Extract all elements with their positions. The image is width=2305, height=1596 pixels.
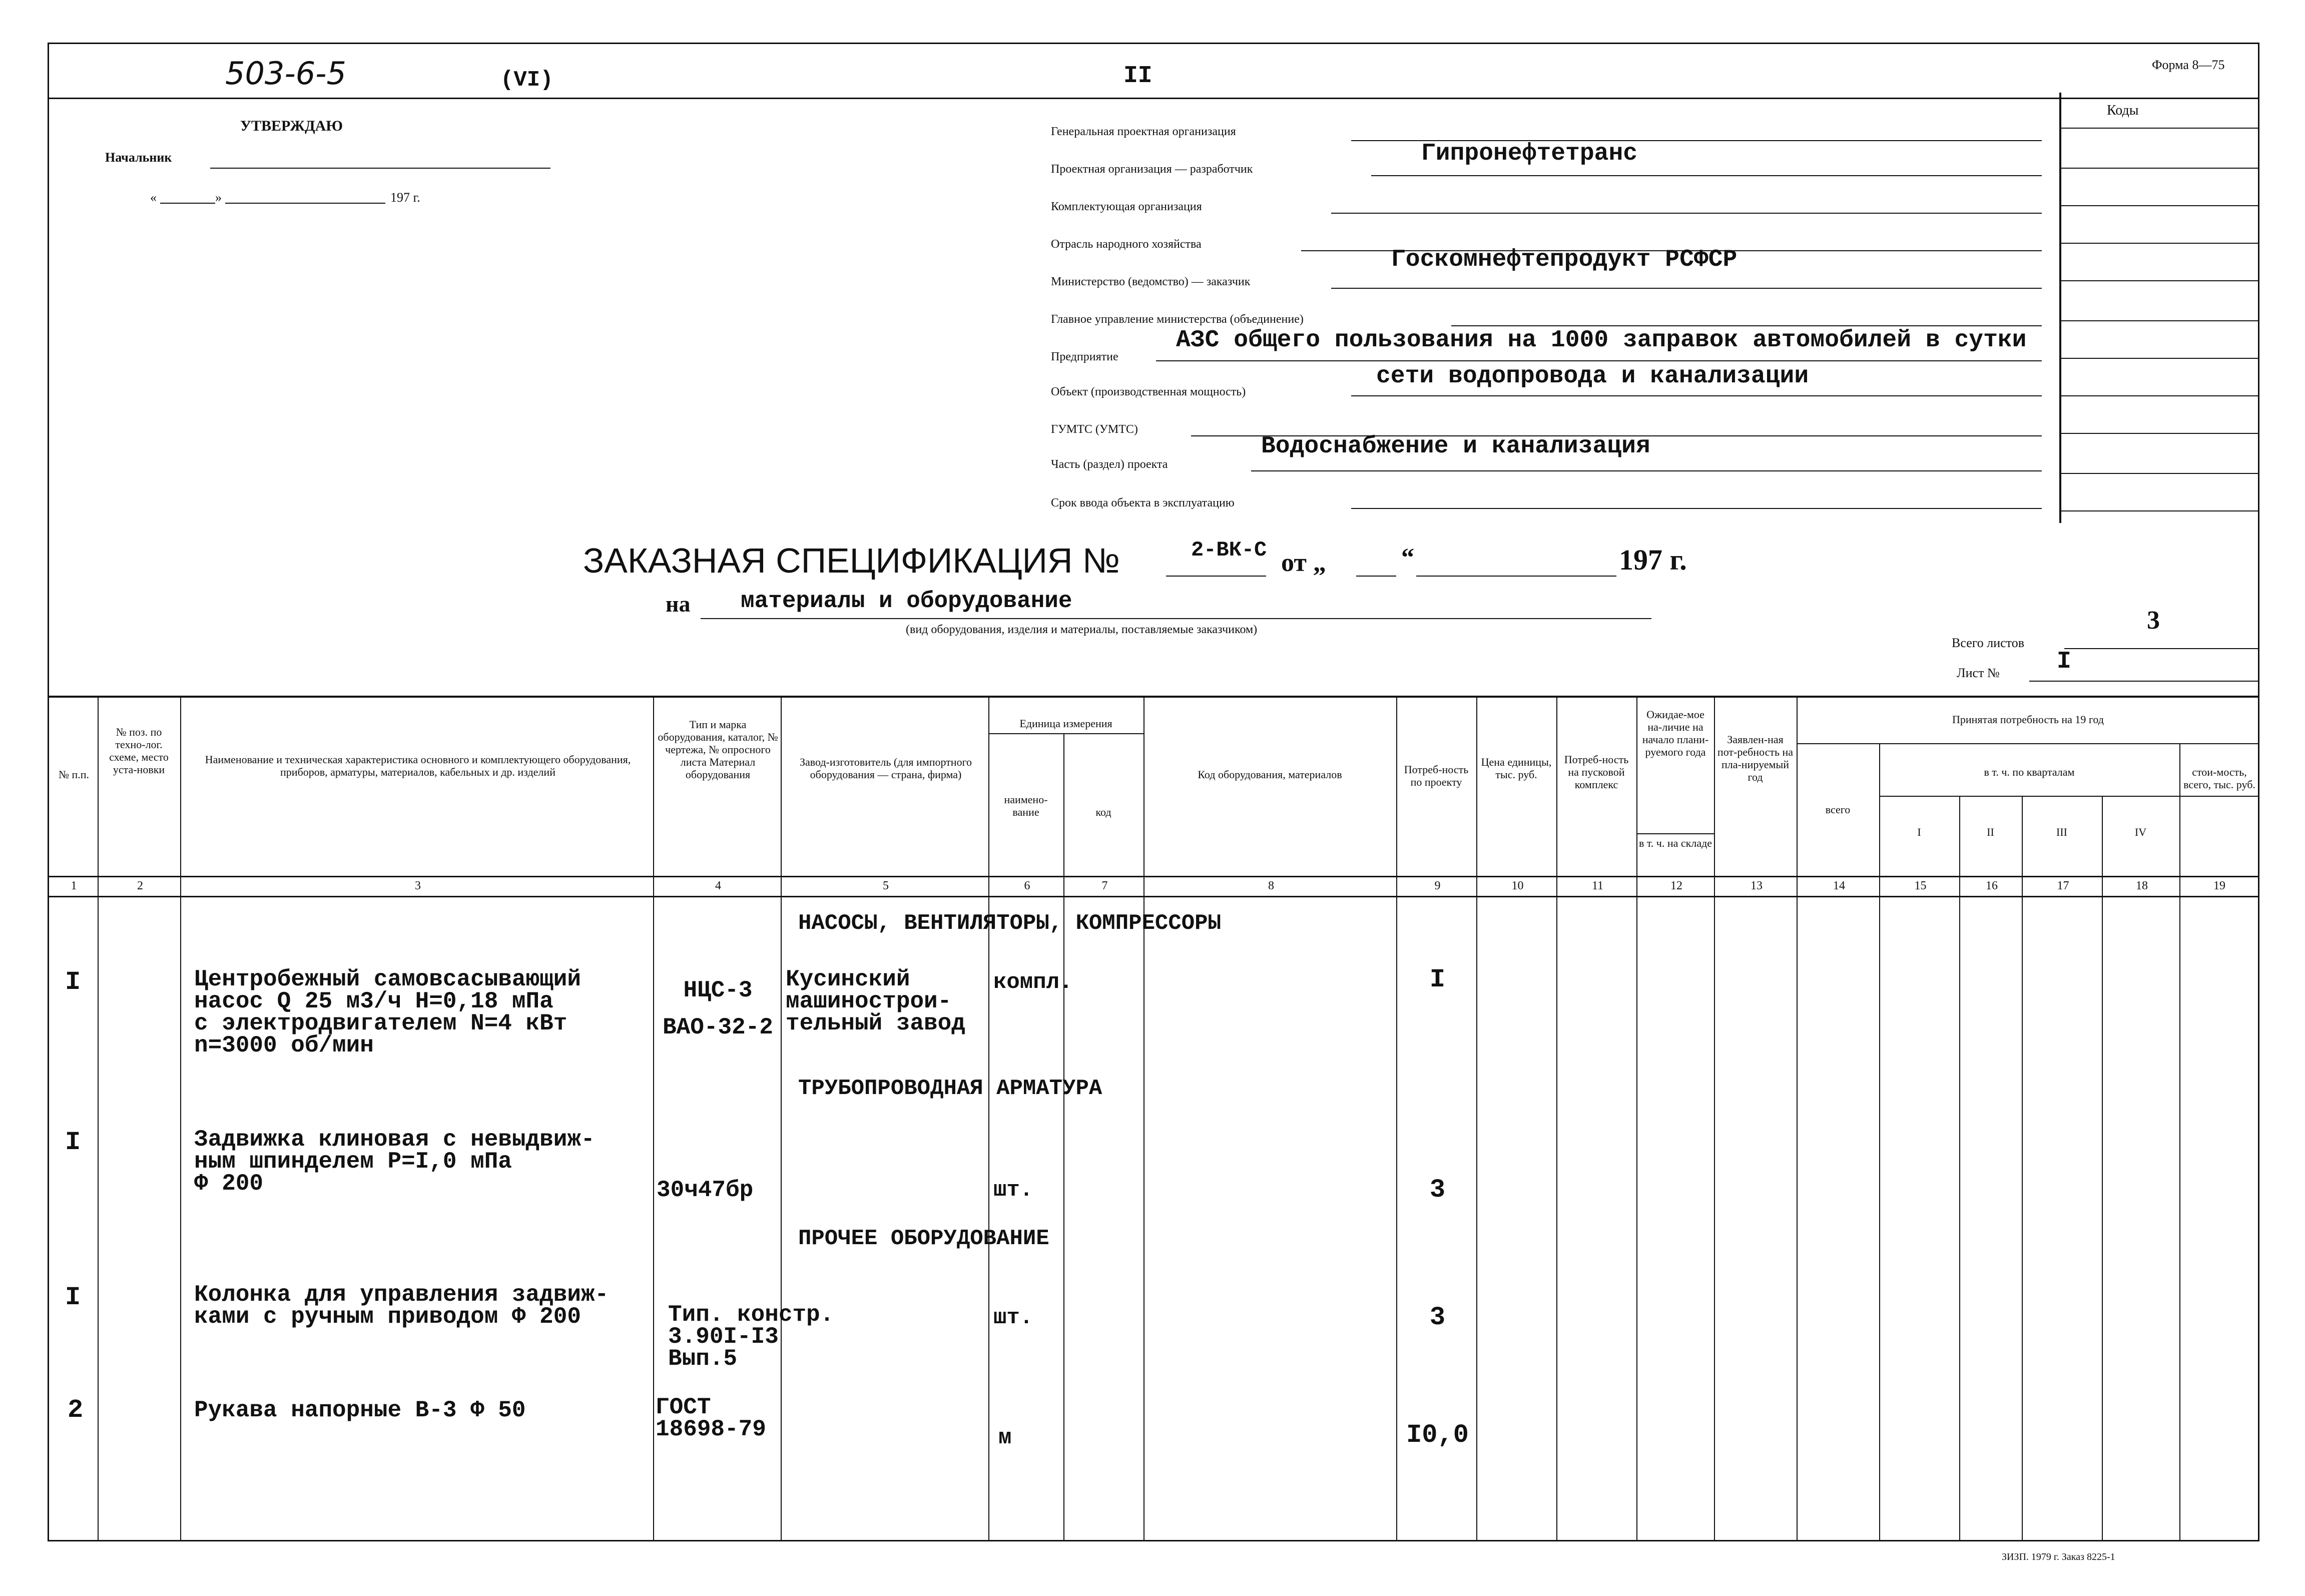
col-number: 5 <box>883 879 889 892</box>
top-divider <box>48 98 2259 99</box>
item-qty: I <box>1429 965 1446 994</box>
col-line <box>988 696 989 1541</box>
item-type <box>668 1304 834 1370</box>
chief-signature-line <box>210 168 550 169</box>
spec-from: от „ <box>1281 549 1326 577</box>
item-name-line: с электродвигателем N=4 кВт <box>194 1010 567 1036</box>
quarter-1-header: I <box>1917 826 1921 838</box>
col-number: 10 <box>1511 879 1524 892</box>
col-header-2: № поз. по техно-лог. схеме, место уста-новки <box>109 726 169 776</box>
col-line <box>1797 696 1798 1541</box>
field-label-enterprise: Предприятие <box>1051 350 1118 363</box>
col-header-13: Заявлен-ная пот-ребность на пла-нируемый год <box>1717 733 1794 783</box>
item-name <box>194 1284 609 1328</box>
col-number: 3 <box>415 879 421 892</box>
col-number: 11 <box>1591 879 1604 892</box>
section-roman: (VI) <box>500 68 553 93</box>
codes-column-border <box>2059 93 2061 523</box>
field-line <box>1351 395 2042 396</box>
item-type-line: Тип. констр. <box>668 1302 834 1328</box>
sheet-no-label: Лист № <box>1957 666 2000 680</box>
item-maker-line: тельный завод <box>786 1010 965 1036</box>
page-number: II <box>1123 63 1152 90</box>
date-day-line <box>160 203 215 204</box>
col-line <box>1063 733 1064 1541</box>
col-number: 16 <box>1986 879 1998 892</box>
col-header-4: Тип и марка оборудования, каталог, № чертежа, № опросного листа Материал оборудования <box>658 718 778 781</box>
field-line <box>1351 508 2042 509</box>
item-type-line: НЦС-3 <box>683 977 753 1003</box>
col-line <box>98 696 99 1541</box>
item-name: Рукава напорные В-3 Ф 50 <box>194 1397 526 1423</box>
field-value-enterprise: АЗС общего пользования на 1000 заправок автомобилей в сутки <box>1176 327 2027 354</box>
footer-note: ЗИЗП. 1979 г. Заказ 8225-1 <box>2002 1551 2115 1562</box>
quarters-group-line <box>1879 796 2259 797</box>
item-unit: м <box>998 1425 1012 1450</box>
spec-quote: “ <box>1401 544 1414 572</box>
col-line <box>2179 743 2180 1541</box>
quarter-2-header: II <box>1987 826 1994 838</box>
codes-line <box>2059 128 2259 129</box>
col-number: 7 <box>1101 879 1108 892</box>
doc-code-handwritten: 503-6-5 <box>225 55 346 92</box>
codes-line <box>2059 510 2259 511</box>
col-number: 9 <box>1434 879 1441 892</box>
field-line <box>1251 470 2042 471</box>
codes-line <box>2059 243 2259 244</box>
col-number: 4 <box>715 879 721 892</box>
item-type <box>657 968 779 1012</box>
col-number: 8 <box>1268 879 1274 892</box>
field-label-complect-org: Комплектующая организация <box>1051 200 1202 213</box>
codes-line <box>2059 320 2259 321</box>
sheet-no: I <box>2057 648 2071 675</box>
col-line <box>1714 696 1715 1541</box>
approve-title: УТВЕРЖДАЮ <box>240 118 343 134</box>
c12-split-line <box>1636 833 1714 834</box>
col-line <box>781 696 782 1541</box>
spec-subject-line <box>701 618 1651 619</box>
col-header-5: Завод-изготовитель (для импортного оборудования — страна, фирма) <box>799 756 972 781</box>
field-line <box>1156 360 2042 361</box>
col-header-19: стои-мость, всего, тыс. руб. <box>2183 766 2255 791</box>
spec-year: 197 г. <box>1619 544 1687 576</box>
field-line <box>1371 175 2042 176</box>
col-number: 6 <box>1024 879 1030 892</box>
col-line <box>1396 696 1397 1541</box>
item-type <box>656 1396 766 1440</box>
col-line <box>1556 696 1557 1541</box>
col-number: 1 <box>71 879 77 892</box>
spec-subject-caption: (вид оборудования, изделия и материалы, поставляемые заказчиком) <box>906 623 1258 636</box>
table-colnum-bottom <box>48 896 2259 897</box>
section-heading-pumps: НАСОСЫ, ВЕНТИЛЯТОРЫ, КОМПРЕССОРЫ <box>798 911 1221 936</box>
approve-date-open: « <box>150 190 157 205</box>
col-header-12: Ожидае-мое на-личие на начало плани-руемого года <box>1642 708 1709 758</box>
table-top-border <box>48 696 2259 698</box>
sheets-total-line <box>2064 648 2259 649</box>
col-header-1: № п.п. <box>58 768 90 781</box>
item-name-line: ным шпинделем Р=I,0 мПа <box>194 1149 512 1175</box>
field-line <box>1331 213 2042 214</box>
col-number: 14 <box>1833 879 1845 892</box>
sheets-total-label: Всего листов <box>1952 636 2024 650</box>
item-unit: шт. <box>993 1305 1033 1330</box>
item-name-line: Колонка для управления задвиж- <box>194 1282 609 1308</box>
item-name-line: Ф 200 <box>194 1171 264 1197</box>
col-header-11: Потреб-ность на пусковой комплекс <box>1564 753 1629 791</box>
codes-line <box>2059 358 2259 359</box>
approve-date-close: » <box>215 190 222 205</box>
item-unit: шт. <box>993 1178 1033 1203</box>
field-label-main-dept: Главное управление министерства (объединение) <box>1051 313 1304 326</box>
row-number: I <box>65 1128 81 1157</box>
item-qty: 3 <box>1429 1303 1446 1332</box>
spec-number: 2-ВК-С <box>1191 538 1267 562</box>
col-number: 18 <box>2136 879 2148 892</box>
form-label: Форма 8—75 <box>2152 58 2225 72</box>
codes-line <box>2059 205 2259 206</box>
item-type: 30ч47бр <box>657 1177 754 1203</box>
item-qty: I0,0 <box>1406 1420 1469 1450</box>
col-header-12b: в т. ч. на складе <box>1638 837 1712 849</box>
field-label-object: Объект (производственная мощность) <box>1051 385 1246 398</box>
quarters-group-header: в т. ч. по кварталам <box>1984 766 2075 778</box>
approve-chief-label: Начальник <box>105 150 172 165</box>
item-type-line: ВАО-32-2 <box>663 1014 773 1040</box>
item-name-line: Центробежный самовсасывающий <box>194 966 581 992</box>
spec-na: на <box>666 591 691 617</box>
codes-line <box>2059 168 2259 169</box>
spec-title: ЗАКАЗНАЯ СПЕЦИФИКАЦИЯ № <box>583 541 1120 580</box>
spec-number-line <box>1166 576 1266 577</box>
item-maker-line: Кусинский <box>786 966 910 992</box>
item-name <box>194 1129 595 1195</box>
col-line <box>1959 796 1960 1541</box>
field-label-commission-date: Срок ввода объекта в эксплуатацию <box>1051 496 1235 509</box>
item-name-line: Задвижка клиновая с невыдвиж- <box>194 1127 595 1153</box>
codes-line <box>2059 433 2259 434</box>
item-name-line: насос Q 25 м3/ч Н=0,18 мПа <box>194 988 553 1014</box>
field-label-industry: Отрасль народного хозяйства <box>1051 238 1202 251</box>
item-name <box>194 968 581 1056</box>
field-label-project-org: Проектная организация — разработчик <box>1051 163 1253 176</box>
col-header-8: Код оборудования, материалов <box>1198 768 1342 781</box>
col-number: 19 <box>2213 879 2225 892</box>
col-header-6: наимено-вание <box>1004 793 1048 818</box>
col-number: 13 <box>1751 879 1763 892</box>
field-line <box>1331 288 2042 289</box>
codes-line <box>2059 280 2259 281</box>
accepted-group-header: Принятая потребность на 19 год <box>1952 713 2104 726</box>
spec-subject: материалы и оборудование <box>741 588 1072 614</box>
codes-line <box>2059 473 2259 474</box>
item-type-line: 18698-79 <box>656 1416 766 1442</box>
field-label-gumts: ГУМТС (УМТС) <box>1051 423 1138 436</box>
item-qty: 3 <box>1429 1175 1446 1205</box>
item-unit: компл. <box>993 970 1073 995</box>
row-number: 2 <box>68 1395 84 1425</box>
col-header-10: Цена единицы, тыс. руб. <box>1481 756 1552 781</box>
accepted-group-line <box>1797 743 2259 744</box>
table-header-bottom <box>48 876 2259 877</box>
item-maker <box>786 968 965 1034</box>
col-line <box>1143 696 1144 1541</box>
col-line <box>180 696 181 1541</box>
col-line <box>1476 696 1477 1541</box>
item-name-line: n=3000 об/мин <box>194 1032 374 1058</box>
unit-group-header: Единица измерения <box>1019 717 1112 730</box>
col-number: 2 <box>137 879 143 892</box>
sheets-total: 3 <box>2147 606 2160 635</box>
codes-label: Коды <box>2107 103 2139 118</box>
item-name-line: ками с ручным приводом Ф 200 <box>194 1304 581 1330</box>
quarter-4-header: IV <box>2134 826 2147 838</box>
col-header-9: Потреб-ность по проекту <box>1404 763 1469 788</box>
item-maker-line: машинострои- <box>786 988 952 1014</box>
date-month-line <box>225 203 385 204</box>
spec-day-line <box>1356 576 1396 577</box>
field-value-project-part: Водоснабжение и канализация <box>1261 433 1650 460</box>
col-number: 17 <box>2057 879 2069 892</box>
col-header-3: Наименование и техническая характеристика основного и комплектующего оборудования, приборов, арматуры, материалов, кабельных и др. изделий <box>205 753 631 778</box>
field-line <box>1451 325 2042 326</box>
field-label-project-part: Часть (раздел) проекта <box>1051 458 1168 471</box>
unit-group-line <box>988 733 1143 734</box>
item-type-line: Вып.5 <box>668 1346 738 1372</box>
section-heading-valves: ТРУБОПРОВОДНАЯ АРМАТУРА <box>798 1076 1102 1101</box>
col-header-14: всего <box>1825 803 1851 816</box>
item-type-line: ГОСТ <box>656 1394 711 1420</box>
col-line <box>2022 796 2023 1541</box>
item-type-line: 3.90I-I3 <box>668 1324 779 1350</box>
field-label-general-org: Генеральная проектная организация <box>1051 125 1236 138</box>
section-heading-other: ПРОЧЕЕ ОБОРУДОВАНИЕ <box>798 1226 1049 1251</box>
field-value-object: сети водопровода и канализации <box>1376 363 1809 390</box>
col-line <box>2102 796 2103 1541</box>
quarter-3-header: III <box>2056 826 2067 838</box>
col-line <box>1636 696 1637 1541</box>
field-value-project-org: Гипронефтетранс <box>1421 140 1638 167</box>
col-header-7: код <box>1095 806 1111 818</box>
sheet-no-line <box>2029 681 2259 682</box>
col-line <box>653 696 654 1541</box>
row-number: I <box>65 967 81 997</box>
row-number: I <box>65 1283 81 1312</box>
col-number: 12 <box>1670 879 1682 892</box>
col-line <box>1879 743 1880 1541</box>
field-value-ministry: Госкомнефтепродукт РСФСР <box>1391 246 1738 273</box>
codes-line <box>2059 395 2259 396</box>
field-label-ministry: Министерство (ведомство) — заказчик <box>1051 275 1251 288</box>
col-number: 15 <box>1914 879 1927 892</box>
spec-month-line <box>1416 576 1616 577</box>
approve-date-year: 197 г. <box>390 190 420 205</box>
